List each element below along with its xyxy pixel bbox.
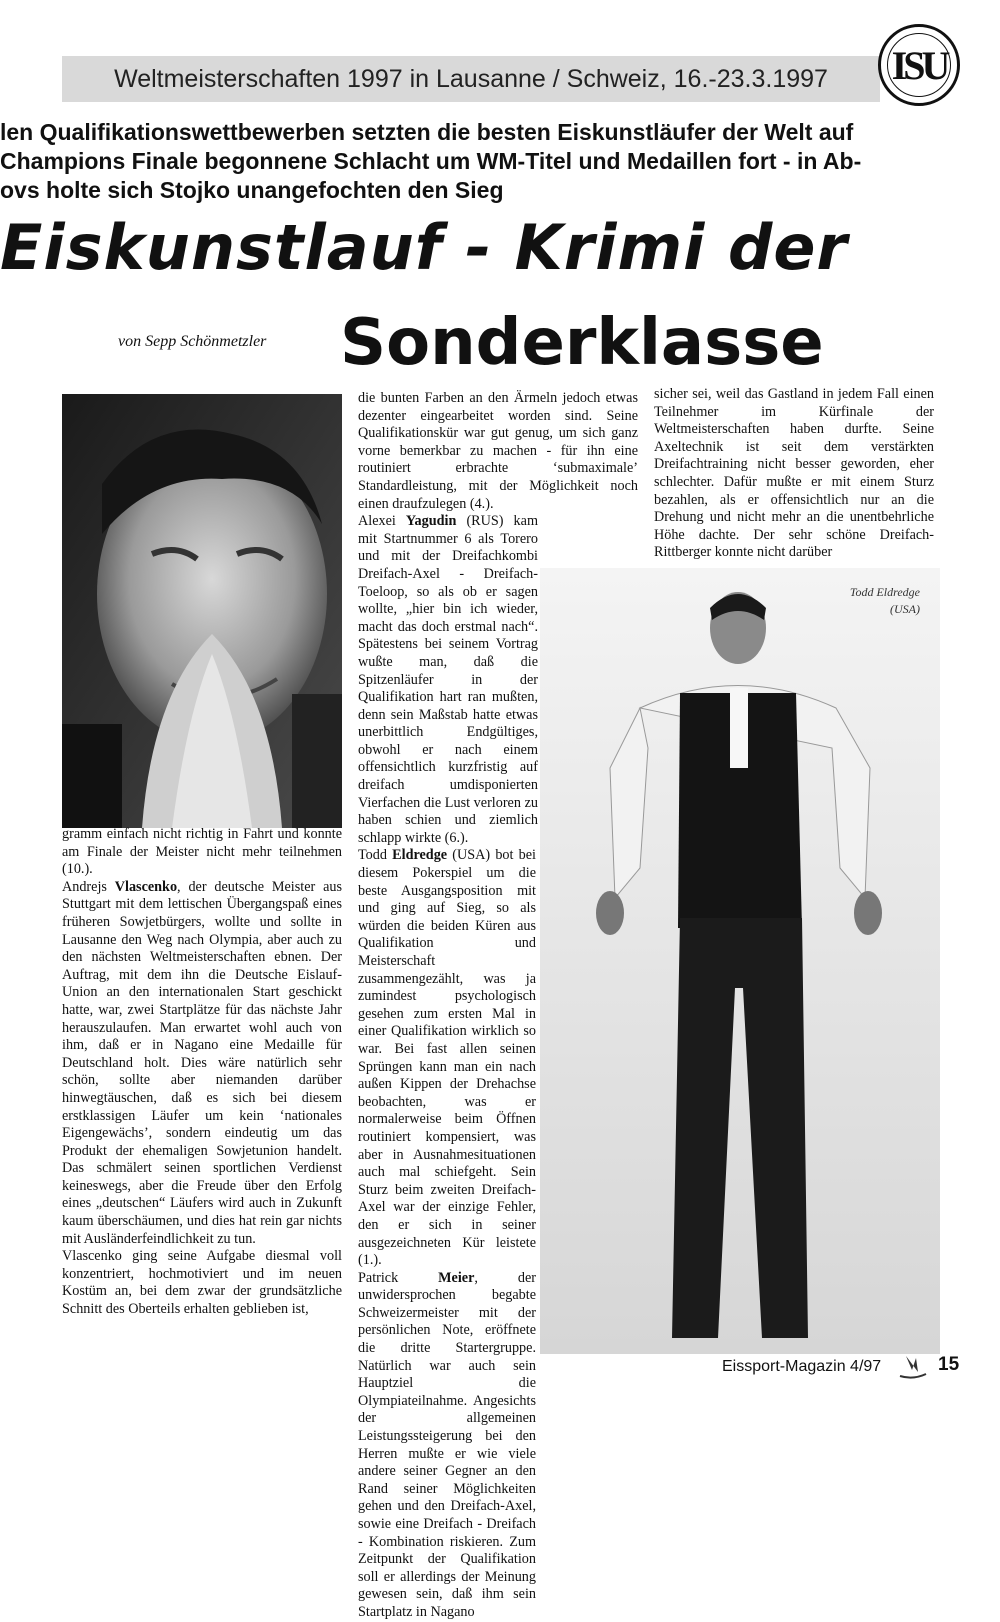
paragraph: die bunten Farben an den Ärmeln jedoch etwas dezenter eingearbeitet worden sind. Seine Qualifikationskür war gut genug, um sich ganz vorne bemerkbar zu machen - für ihn eine routiniert erbrachte ‘submaximale’ Standardleistung, mit der Möglichkeit noch einen draufzulegen (4.). — [358, 390, 638, 512]
intro-line: ovs holte sich Stojko unangefochten den Sieg — [0, 177, 504, 203]
intro-lead — [0, 118, 930, 205]
article-column-1 — [62, 826, 342, 1319]
paragraph: Patrick Meier, der unwidersprochen begabte Schweizermeister mit der persönlichen Note, eröffnete die dritte Startergruppe. Natürlich war auch sein Hauptziel die Olympiateilnahme. Angesichts der allgemeinen Leistungssteigerung bei den Herren mußte er wie viele andere seiner Gegner an den Rand seiner Möglichkeiten gehen und den Dreifach-Axel, sowie eine Dreifach - Dreifach - Kombination riskieren. Zum Zeitpunkt der Qualifikation soll er allerdings der Meinung gewesen sein, daß ihm sein Startplatz in Nagano — [358, 1269, 536, 1620]
article-column-2 — [358, 390, 638, 1622]
photo-caption — [820, 584, 920, 618]
intro-line: Champions Finale begonnene Schlacht um WM-Titel und Medaillen fort - in Ab- — [0, 148, 862, 174]
isu-logo: ISU — [878, 24, 960, 106]
paragraph: gramm einfach nicht richtig in Fahrt und konnte am Finale der Meister nicht mehr teilnehmen (10.). — [62, 826, 342, 878]
headline-line-2: Sonderklasse — [340, 306, 824, 380]
headline-line-1: Eiskunstlauf - Krimi der — [0, 211, 848, 284]
page-number: 15 — [938, 1354, 960, 1375]
byline: von Sepp Schönmetzler — [118, 333, 267, 350]
caption-country: (USA) — [890, 602, 920, 616]
article-column-3 — [654, 386, 934, 562]
paragraph: sicher sei, weil das Gastland in jedem Fall einen Teilnehmer im Kürfinale der Weltmeisterschaften haben durfte. Seine Axeltechnik ist seit dem verstärkten Dreifachtraining nicht besser geworden, eher schlechter. Dafür mußte er mit einem Sturz bezahlen, als er offensichtlich nur an die Drehung und nicht mehr an die unentbehrliche Höhe dachte. Der sehr schöne Dreifach-Rittberger konnte nicht darüber — [654, 386, 934, 561]
paragraph: Alexei Yagudin (RUS) kam mit Startnummer 6 als Torero und mit der Dreifachkombi Dreifach-Axel - Dreifach-Toeloop, so als ob er sagen wollte, „hier bin ich wieder, macht das doch erstmal nach“. Spätestens bei seinem Vortrag wußte man, daß die Spitzenläufer in der Qualifikation hart ran mußten, denn sein Maßstab hatte etwas unerbittlich Endgültiges, obwohl er nach einem offensichtlich kurzfristig auf dreifach umdisponierten Vierfachen die Lust verloren zu haben schien und ziemlich schlapp wirkte (6.). — [358, 513, 538, 846]
magazine-issue: Eissport-Magazin 4/97 — [722, 1358, 882, 1375]
skate-icon — [898, 1354, 928, 1387]
paragraph: Andrejs Vlascenko, der deutsche Meister aus Stuttgart mit dem lettischen Übergangspaß eines früheren Sowjetbürgers, wollte und sollte in Lausanne den Weg nach Olympia, aber auch zu den nächsten Weltmeisterschaften ebnen. Der Auftrag, mit dem ihn die Deutsche Eislauf-Union an den internationalen Start geschickt hatte, war, zwei Startplätze für das nächste Jahr herauszulaufen. Man erwartet wohl auch von ihm, daß er in Nagano eine Medaille für Deutschland holt. Dies wäre natürlich sehr schön, sollte aber niemanden darüber hinwegtäuschen, daß es sich bei diesem erstklassigen Läufer um kein ‘nationales Eigengewächs’, sondern eindeutig um das Produkt der ehemaligen Sowjetunion handelt. Das schmälert seinen sportlichen Verdienst keineswegs, aber die Freude über den Erfolg eines „deutschen“ Läufers wird auch in Zukunft kaum überschäumen, und dies hat rein gar nichts mit Ausländerfeindlichkeit zu tun. — [62, 878, 342, 1247]
caption-name: Todd Eldredge — [849, 585, 920, 599]
intro-line: len Qualifikationswettbewerben setzten die besten Eiskunstläufer der Welt auf — [0, 119, 854, 145]
paragraph: Todd Eldredge (USA) bot bei diesem Pokerspiel um die beste Ausgangsposition mit und ging auf Sieg, so als würden die beiden Küren aus Qualifikation und Meisterschaft zusammengezählt, was ja zumindest psychologisch gesehen zum ersten Mal in einer Qualifikation wirklich so war. Bei fast allen seinen Sprüngen kann man ein nach außen Kippen der Drehachse beobachten, was er normalerweise beim Öffnen routiniert kompensiert, was aber in Ausnahmesituationen auch mal schiefgeht. Sein Sturz beim zweiten Dreifach-Axel war der einzige Fehler, den er sich in seiner ausgezeichneten Kür leistete (1.). — [358, 847, 536, 1269]
portrait-photo — [62, 394, 342, 828]
paragraph: Vlascenko ging seine Aufgabe diesmal voll konzentriert, hochmotiviert und im neuen Kostüm an, bei dem zwar der grundsätzliche Schnitt des Oberteils erhalten geblieben ist, — [62, 1248, 342, 1318]
event-banner: Weltmeisterschaften 1997 in Lausanne / Schweiz, 16.-23.3.1997 — [62, 56, 880, 102]
